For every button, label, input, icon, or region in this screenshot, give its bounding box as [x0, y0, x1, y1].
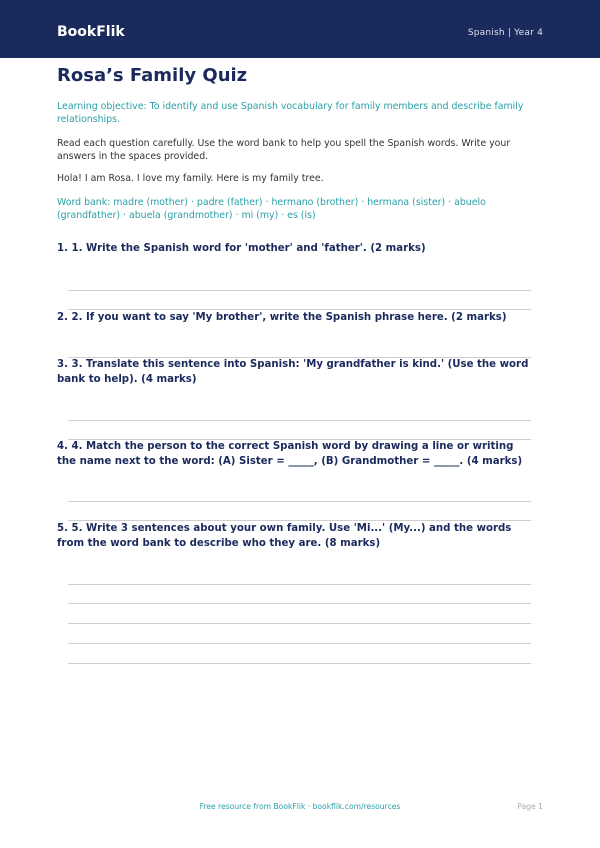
page-number: Page 1 — [517, 802, 543, 811]
footer-source-link[interactable]: Free resource from BookFlik · bookflik.com/resources — [199, 802, 401, 811]
question-2: 2. 2. If you want to say 'My brother', write the Spanish phrase here. (2 marks) — [57, 312, 507, 323]
answer-line[interactable] — [68, 501, 531, 502]
question-4: 4. 4. Match the person to the correct Spanish word by drawing a line or writing the name next to the word: (A) Sister = _____, (B) Grandmother = _____. (4 marks) — [57, 441, 523, 467]
instructions: Read each question carefully. Use the word bank to help you spell the Spanish words. Write your answers in the spaces provided. — [57, 138, 511, 162]
brand-logo-text: BookFlik — [57, 24, 125, 40]
question-3: 3. 3. Translate this sentence into Spanish: 'My grandfather is kind.' (Use the word bank to help). (4 marks) — [57, 359, 529, 385]
worksheet-title: Rosa’s Family Quiz — [57, 65, 248, 86]
answer-line[interactable] — [68, 584, 531, 585]
learning-objective: Learning objective: To identify and use Spanish vocabulary for family members and describe family relationships. — [57, 101, 524, 125]
answer-line[interactable] — [68, 420, 531, 421]
answer-line[interactable] — [68, 290, 531, 291]
answer-line[interactable] — [68, 603, 531, 604]
intro-text: Hola! I am Rosa. I love my family. Here is my family tree. — [57, 173, 324, 184]
answer-line[interactable] — [68, 663, 531, 664]
question-5: 5. 5. Write 3 sentences about your own family. Use 'Mi...' (My...) and the words from the word bank to describe who they are. (8 marks) — [57, 523, 512, 549]
answer-line[interactable] — [68, 623, 531, 624]
subject-year-label: Spanish | Year 4 — [467, 28, 543, 38]
question-1: 1. 1. Write the Spanish word for 'mother' and 'father'. (2 marks) — [57, 243, 426, 254]
page-header — [0, 0, 600, 58]
word-bank: Word bank: madre (mother) · padre (father) · hermano (brother) · hermana (sister) · abuelo (grandfather) · abuela (grandmother) · mi (my) · es (is) — [57, 197, 486, 221]
answer-line[interactable] — [68, 643, 531, 644]
